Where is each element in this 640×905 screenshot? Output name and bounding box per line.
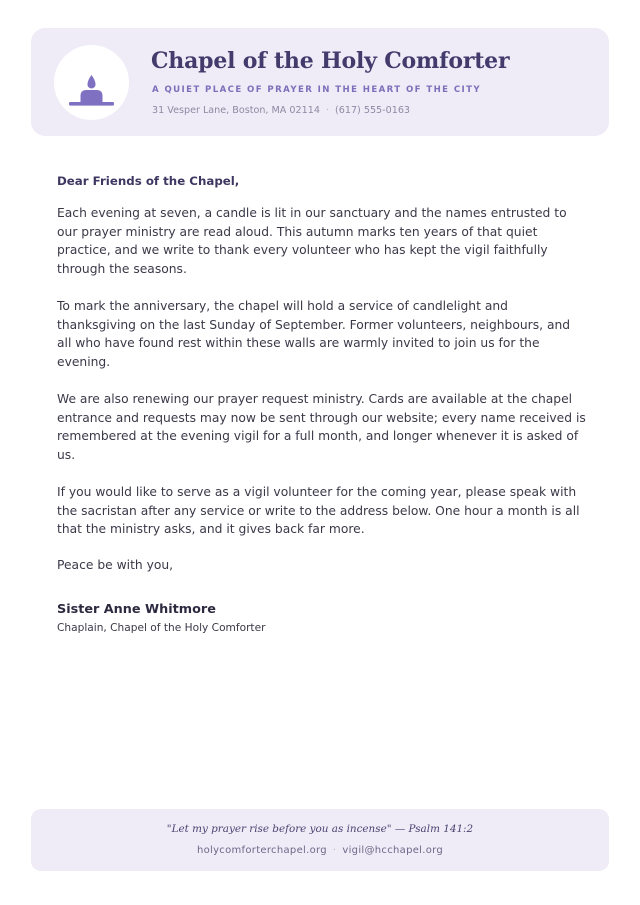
chapel-logo — [54, 45, 129, 120]
signature-name: Sister Anne Whitmore — [57, 601, 216, 617]
footer-links — [31, 845, 609, 856]
address: 31 Vesper Lane, Boston, MA 02114 — [152, 105, 320, 116]
chapel-title: Chapel of the Holy Comforter — [151, 48, 510, 74]
separator-dot: · — [332, 845, 337, 856]
letterhead-footer — [31, 809, 609, 871]
letterhead-header — [31, 28, 609, 136]
email-link[interactable]: vigil@hcchapel.org — [342, 845, 444, 856]
chapel-tagline: A QUIET PLACE OF PRAYER IN THE HEART OF THE CITY — [152, 85, 482, 95]
candle-icon — [54, 45, 129, 120]
separator-dot: · — [325, 105, 329, 116]
closing: Peace be with you, — [57, 557, 174, 572]
letter-paragraph: Each evening at seven, a candle is lit in our sanctuary and the names entrusted to our prayer ministry are read aloud. This autumn marks ten years of that quiet practice, and we write to thank every volunteer who has kept the vigil faithfully through the seasons. — [57, 206, 567, 276]
letter-paragraph: We are also renewing our prayer request ministry. Cards are available at the chapel entrance and requests may now be sent through our website; every name received is remembered at the evening vigil for a full month, and longer whenever it is asked of us. — [57, 392, 586, 462]
signature-title: Chaplain, Chapel of the Holy Comforter — [57, 621, 266, 634]
letter-paragraph: To mark the anniversary, the chapel will hold a service of candlelight and thanksgiving on the last Sunday of September. Former volunteers, neighbours, and all who have found rest within these walls are warmly invited to join us for the evening. — [57, 299, 571, 369]
letter-paragraph: If you would like to serve as a vigil volunteer for the coming year, please speak with the sacristan after any service or write to the address below. One hour a month is all that the ministry asks, and it gives back far more. — [57, 485, 580, 536]
phone-number[interactable]: (617) 555-0163 — [335, 105, 411, 116]
salutation: Dear Friends of the Chapel, — [57, 174, 240, 188]
website-link[interactable]: holycomforterchapel.org — [196, 845, 327, 856]
letter-body — [57, 174, 587, 634]
footer-quote: "Let my prayer rise before you as incense" — Psalm 141:2 — [166, 823, 474, 835]
contact-line — [152, 105, 410, 116]
